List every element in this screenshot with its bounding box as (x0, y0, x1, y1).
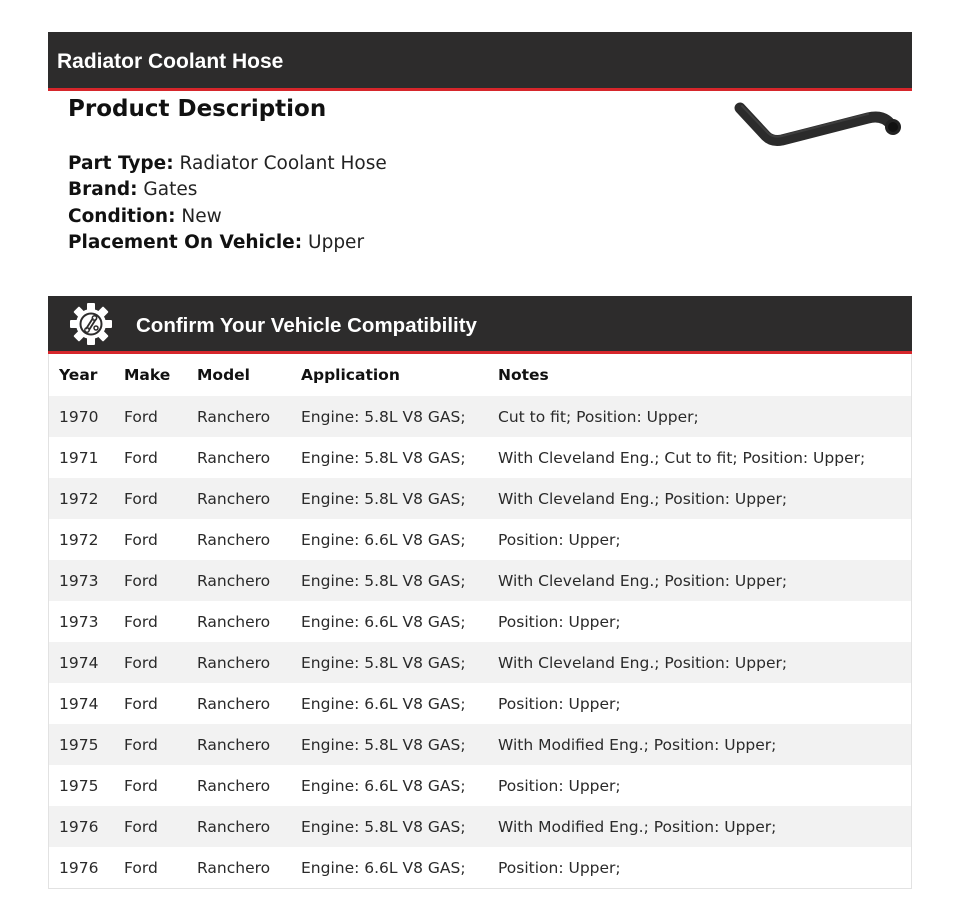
cell-year: 1972 (59, 489, 99, 508)
attribute-value: New (181, 205, 222, 227)
cell-model: Ranchero (197, 653, 271, 672)
cell-year: 1972 (59, 530, 99, 549)
cell-year: 1976 (59, 858, 99, 877)
attribute-part-type (68, 151, 387, 177)
cell-make: Ford (124, 776, 158, 795)
column-header-year: Year (59, 366, 98, 384)
cell-year: 1974 (59, 653, 99, 672)
cell-application: Engine: 5.8L V8 GAS; (301, 489, 466, 508)
table-row (49, 560, 911, 601)
column-header-model: Model (197, 366, 250, 384)
attribute-placement (68, 230, 387, 256)
cell-model: Ranchero (197, 776, 271, 795)
table-row (49, 396, 911, 437)
attribute-label: Placement On Vehicle: (68, 231, 303, 253)
cell-make: Ford (124, 694, 158, 713)
cell-model: Ranchero (197, 489, 271, 508)
table-row (49, 806, 911, 847)
cell-application: Engine: 6.6L V8 GAS; (301, 694, 466, 713)
cell-notes: With Modified Eng.; Position: Upper; (498, 817, 777, 836)
cell-application: Engine: 5.8L V8 GAS; (301, 653, 466, 672)
cell-model: Ranchero (197, 735, 271, 754)
cell-year: 1973 (59, 571, 99, 590)
table-row (49, 519, 911, 560)
cell-application: Engine: 5.8L V8 GAS; (301, 448, 466, 467)
cell-make: Ford (124, 571, 158, 590)
attribute-value: Upper (308, 231, 365, 253)
cell-application: Engine: 5.8L V8 GAS; (301, 571, 466, 590)
table-row (49, 765, 911, 806)
column-header-application: Application (301, 366, 400, 384)
cell-model: Ranchero (197, 407, 271, 426)
cell-make: Ford (124, 448, 158, 467)
compatibility-header-bar (48, 296, 912, 354)
table-row (49, 724, 911, 765)
compatibility-table (49, 354, 911, 888)
cell-notes: With Cleveland Eng.; Cut to fit; Position: Upper; (498, 448, 866, 467)
cell-notes: Position: Upper; (498, 530, 621, 549)
product-attributes (68, 151, 387, 256)
cell-notes: Position: Upper; (498, 776, 621, 795)
cell-year: 1970 (59, 407, 99, 426)
cell-application: Engine: 6.6L V8 GAS; (301, 776, 466, 795)
cell-year: 1975 (59, 776, 99, 795)
cell-make: Ford (124, 612, 158, 631)
cell-notes: With Modified Eng.; Position: Upper; (498, 735, 777, 754)
cell-make: Ford (124, 489, 158, 508)
cell-notes: With Cleveland Eng.; Position: Upper; (498, 489, 788, 508)
attribute-value: Gates (143, 179, 198, 201)
cell-notes: Position: Upper; (498, 612, 621, 631)
cell-make: Ford (124, 817, 158, 836)
attribute-brand (68, 177, 387, 203)
cell-model: Ranchero (197, 817, 271, 836)
cell-notes: With Cleveland Eng.; Position: Upper; (498, 653, 788, 672)
column-header-notes: Notes (498, 366, 549, 384)
gear-icon (69, 302, 113, 346)
radiator-hose-image (728, 96, 908, 156)
attribute-label: Condition: (68, 205, 176, 227)
cell-year: 1971 (59, 448, 99, 467)
table-row (49, 601, 911, 642)
cell-year: 1973 (59, 612, 99, 631)
product-title: Radiator Coolant Hose (57, 49, 284, 73)
attribute-label: Part Type: (68, 153, 174, 174)
cell-application: Engine: 6.6L V8 GAS; (301, 530, 466, 549)
cell-make: Ford (124, 735, 158, 754)
table-header-row (49, 354, 911, 396)
table-row (49, 437, 911, 478)
cell-notes: Cut to fit; Position: Upper; (498, 407, 699, 426)
attribute-value: Radiator Coolant Hose (179, 153, 387, 174)
cell-make: Ford (124, 858, 158, 877)
attribute-label: Brand: (68, 179, 138, 201)
cell-application: Engine: 6.6L V8 GAS; (301, 858, 466, 877)
cell-model: Ranchero (197, 571, 271, 590)
cell-year: 1975 (59, 735, 99, 754)
cell-year: 1976 (59, 817, 99, 836)
cell-application: Engine: 5.8L V8 GAS; (301, 735, 466, 754)
product-description-heading: Product Description (68, 96, 327, 122)
cell-year: 1974 (59, 694, 99, 713)
attribute-condition (68, 204, 387, 230)
cell-notes: Position: Upper; (498, 694, 621, 713)
column-header-make: Make (124, 366, 171, 384)
cell-notes: Position: Upper; (498, 858, 621, 877)
compatibility-table-container (48, 354, 912, 889)
cell-application: Engine: 6.6L V8 GAS; (301, 612, 466, 631)
table-row (49, 683, 911, 724)
cell-notes: With Cleveland Eng.; Position: Upper; (498, 571, 788, 590)
cell-application: Engine: 5.8L V8 GAS; (301, 407, 466, 426)
table-row (49, 847, 911, 888)
cell-make: Ford (124, 653, 158, 672)
cell-model: Ranchero (197, 530, 271, 549)
cell-model: Ranchero (197, 612, 271, 631)
cell-make: Ford (124, 530, 158, 549)
cell-model: Ranchero (197, 448, 271, 467)
product-title-bar (48, 32, 912, 91)
compatibility-title: Confirm Your Vehicle Compatibility (136, 313, 477, 337)
cell-model: Ranchero (197, 858, 271, 877)
table-row (49, 478, 911, 519)
cell-model: Ranchero (197, 694, 271, 713)
table-row (49, 642, 911, 683)
cell-application: Engine: 5.8L V8 GAS; (301, 817, 466, 836)
cell-make: Ford (124, 407, 158, 426)
